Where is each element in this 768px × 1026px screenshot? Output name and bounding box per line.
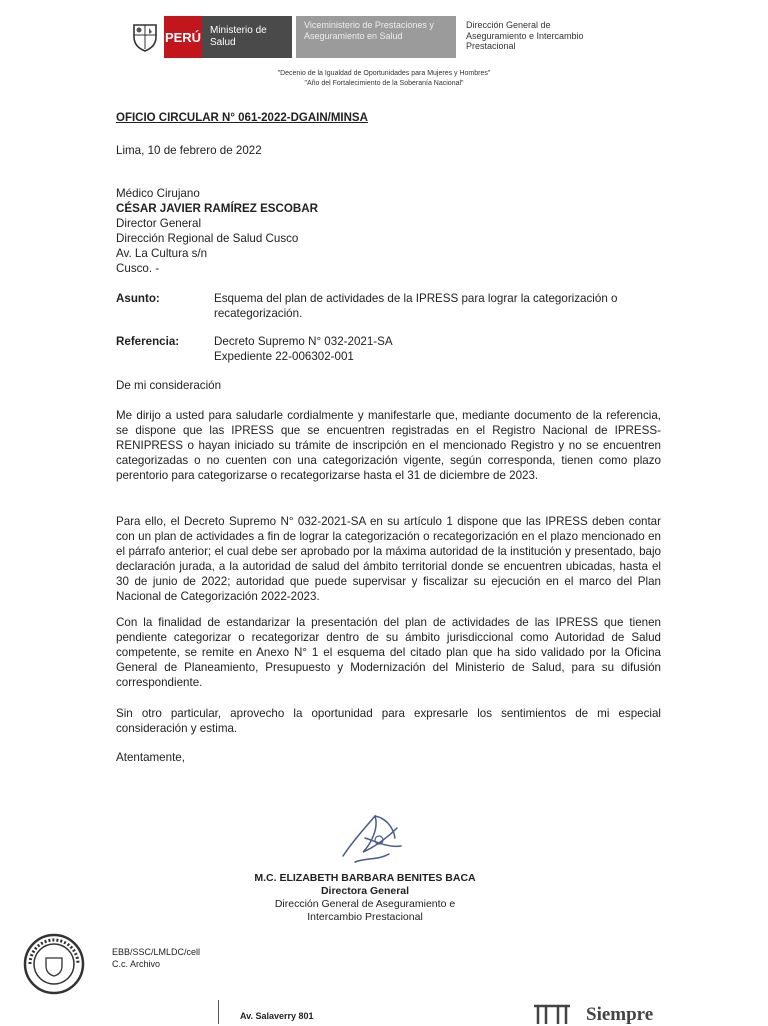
paragraph-2: Para ello, el Decreto Supremo N° 032-2021-SA en su artículo 1 dispone que las IPRESS deben contar con un plan de actividades a fin de lograr la categorización o recategorización en el plazo mencionado en el párrafo anterior; el cual debe ser aprobado por la máxima autoridad de la institución y presentado, bajo declaración jurada, a la autoridad de salud del ámbito territorial donde se encuentren ubicadas, hasta el 30 de junio de 2022; autoridad que puede supervisar y fiscalizar su ejecución en el marco del Plan Nacional de Categorización 2022-2023. [116, 515, 661, 603]
signer-title: Directora General [320, 885, 410, 897]
decenio-line: "Decenio de la Igualdad de Oportunidades para Mujeres y Hombres" [277, 70, 491, 77]
asunto-label: Asunto: [116, 292, 160, 305]
referencia-decree: Decreto Supremo N° 032-2021-SA [214, 335, 393, 348]
vice-ministry-label: Viceministerio de Prestaciones y Aseguramiento en Salud [296, 16, 456, 58]
footer-slogan: Siempre [586, 1004, 654, 1025]
initials-line: EBB/SSC/LMLDC/cell [112, 947, 201, 957]
bicentennial-logo-icon [532, 1002, 572, 1024]
document-date: Lima, 10 de febrero de 2022 [116, 144, 262, 157]
paragraph-4: Sin otro particular, aprovecho la oportunidad para expresarle los sentimientos de mi especial consideración y estima. [116, 707, 661, 735]
document-title: OFICIO CIRCULAR N° 061-2022-DGAIN/MINSA [116, 112, 368, 124]
closing: Atentamente, [116, 751, 185, 764]
footer-divider [218, 1000, 219, 1024]
signer-office-2: Intercambio Prestacional [307, 911, 423, 923]
referencia-file: Expediente 22-006302-001 [214, 350, 354, 363]
referencia-block [214, 334, 662, 364]
paragraph-1: Me dirijo a usted para saludarle cordialmente y manifestarle que, mediante documento de la referencia, se dispone que las IPRESS que se encuentren registradas en el Registro Nacional de IPRESS-RENIPRESS o hayan iniciado su trámite de inscripción en el mencionado Registro y no se encuentren categorizadas o no cuenten con una categorización vigente, según corresponda, tienen como plazo perentorio para categorizarse o recategorizarse hasta el 31 de diciembre de 2023. [116, 409, 661, 482]
ministry-label: Ministerio de Salud [202, 16, 292, 58]
recipient-name: CÉSAR JAVIER RAMÍREZ ESCOBAR [116, 202, 319, 215]
recipient-city: Cusco. - [116, 262, 160, 275]
handwritten-signature [335, 808, 415, 872]
directorate-label: Dirección General de Aseguramiento e Intercambio Prestacional [466, 20, 584, 51]
signer-name: M.C. ELIZABETH BARBARA BENITES BACA [254, 872, 476, 884]
official-stamp [22, 932, 86, 996]
recipient-office: Dirección Regional de Salud Cusco [116, 232, 299, 245]
referencia-label: Referencia: [116, 335, 180, 348]
footer-address: Av. Salaverry 801 [240, 1011, 314, 1021]
recipient-address: Av. La Cultura s/n [116, 247, 208, 260]
reference-initials [112, 946, 200, 970]
cc-line: C.c. Archivo [112, 959, 161, 969]
peru-label: PERÚ [164, 16, 202, 58]
recipient-title: Médico Cirujano [116, 187, 200, 200]
recipient-position: Director General [116, 217, 202, 230]
anio-line: "Año del Fortalecimiento de la Soberanía Nacional" [304, 80, 464, 87]
signature-block [230, 872, 500, 924]
paragraph-3: Con la finalidad de estandarizar la presentación del plan de actividades de las IPRESS que tienen pendiente categorizar o recategorizar dentro de su ámbito jurisdiccional como Autoridad de Salud competente, se remite en Anexo N° 1 el esquema del citado plan que ha sido validado por la Oficina General de Planeamiento, Presupuesto y Modernización del Ministerio de Salud, para su difusión correspondiente. [116, 616, 661, 689]
recipient-block [116, 186, 516, 276]
coat-of-arms-icon [130, 21, 160, 53]
signer-office-1: Dirección General de Aseguramiento e [274, 898, 456, 910]
salutation: De mi consideración [116, 379, 222, 392]
letterhead [130, 16, 600, 60]
asunto-text: Esquema del plan de actividades de la IPRESS para lograr la categorización o recategorización. [214, 292, 618, 320]
